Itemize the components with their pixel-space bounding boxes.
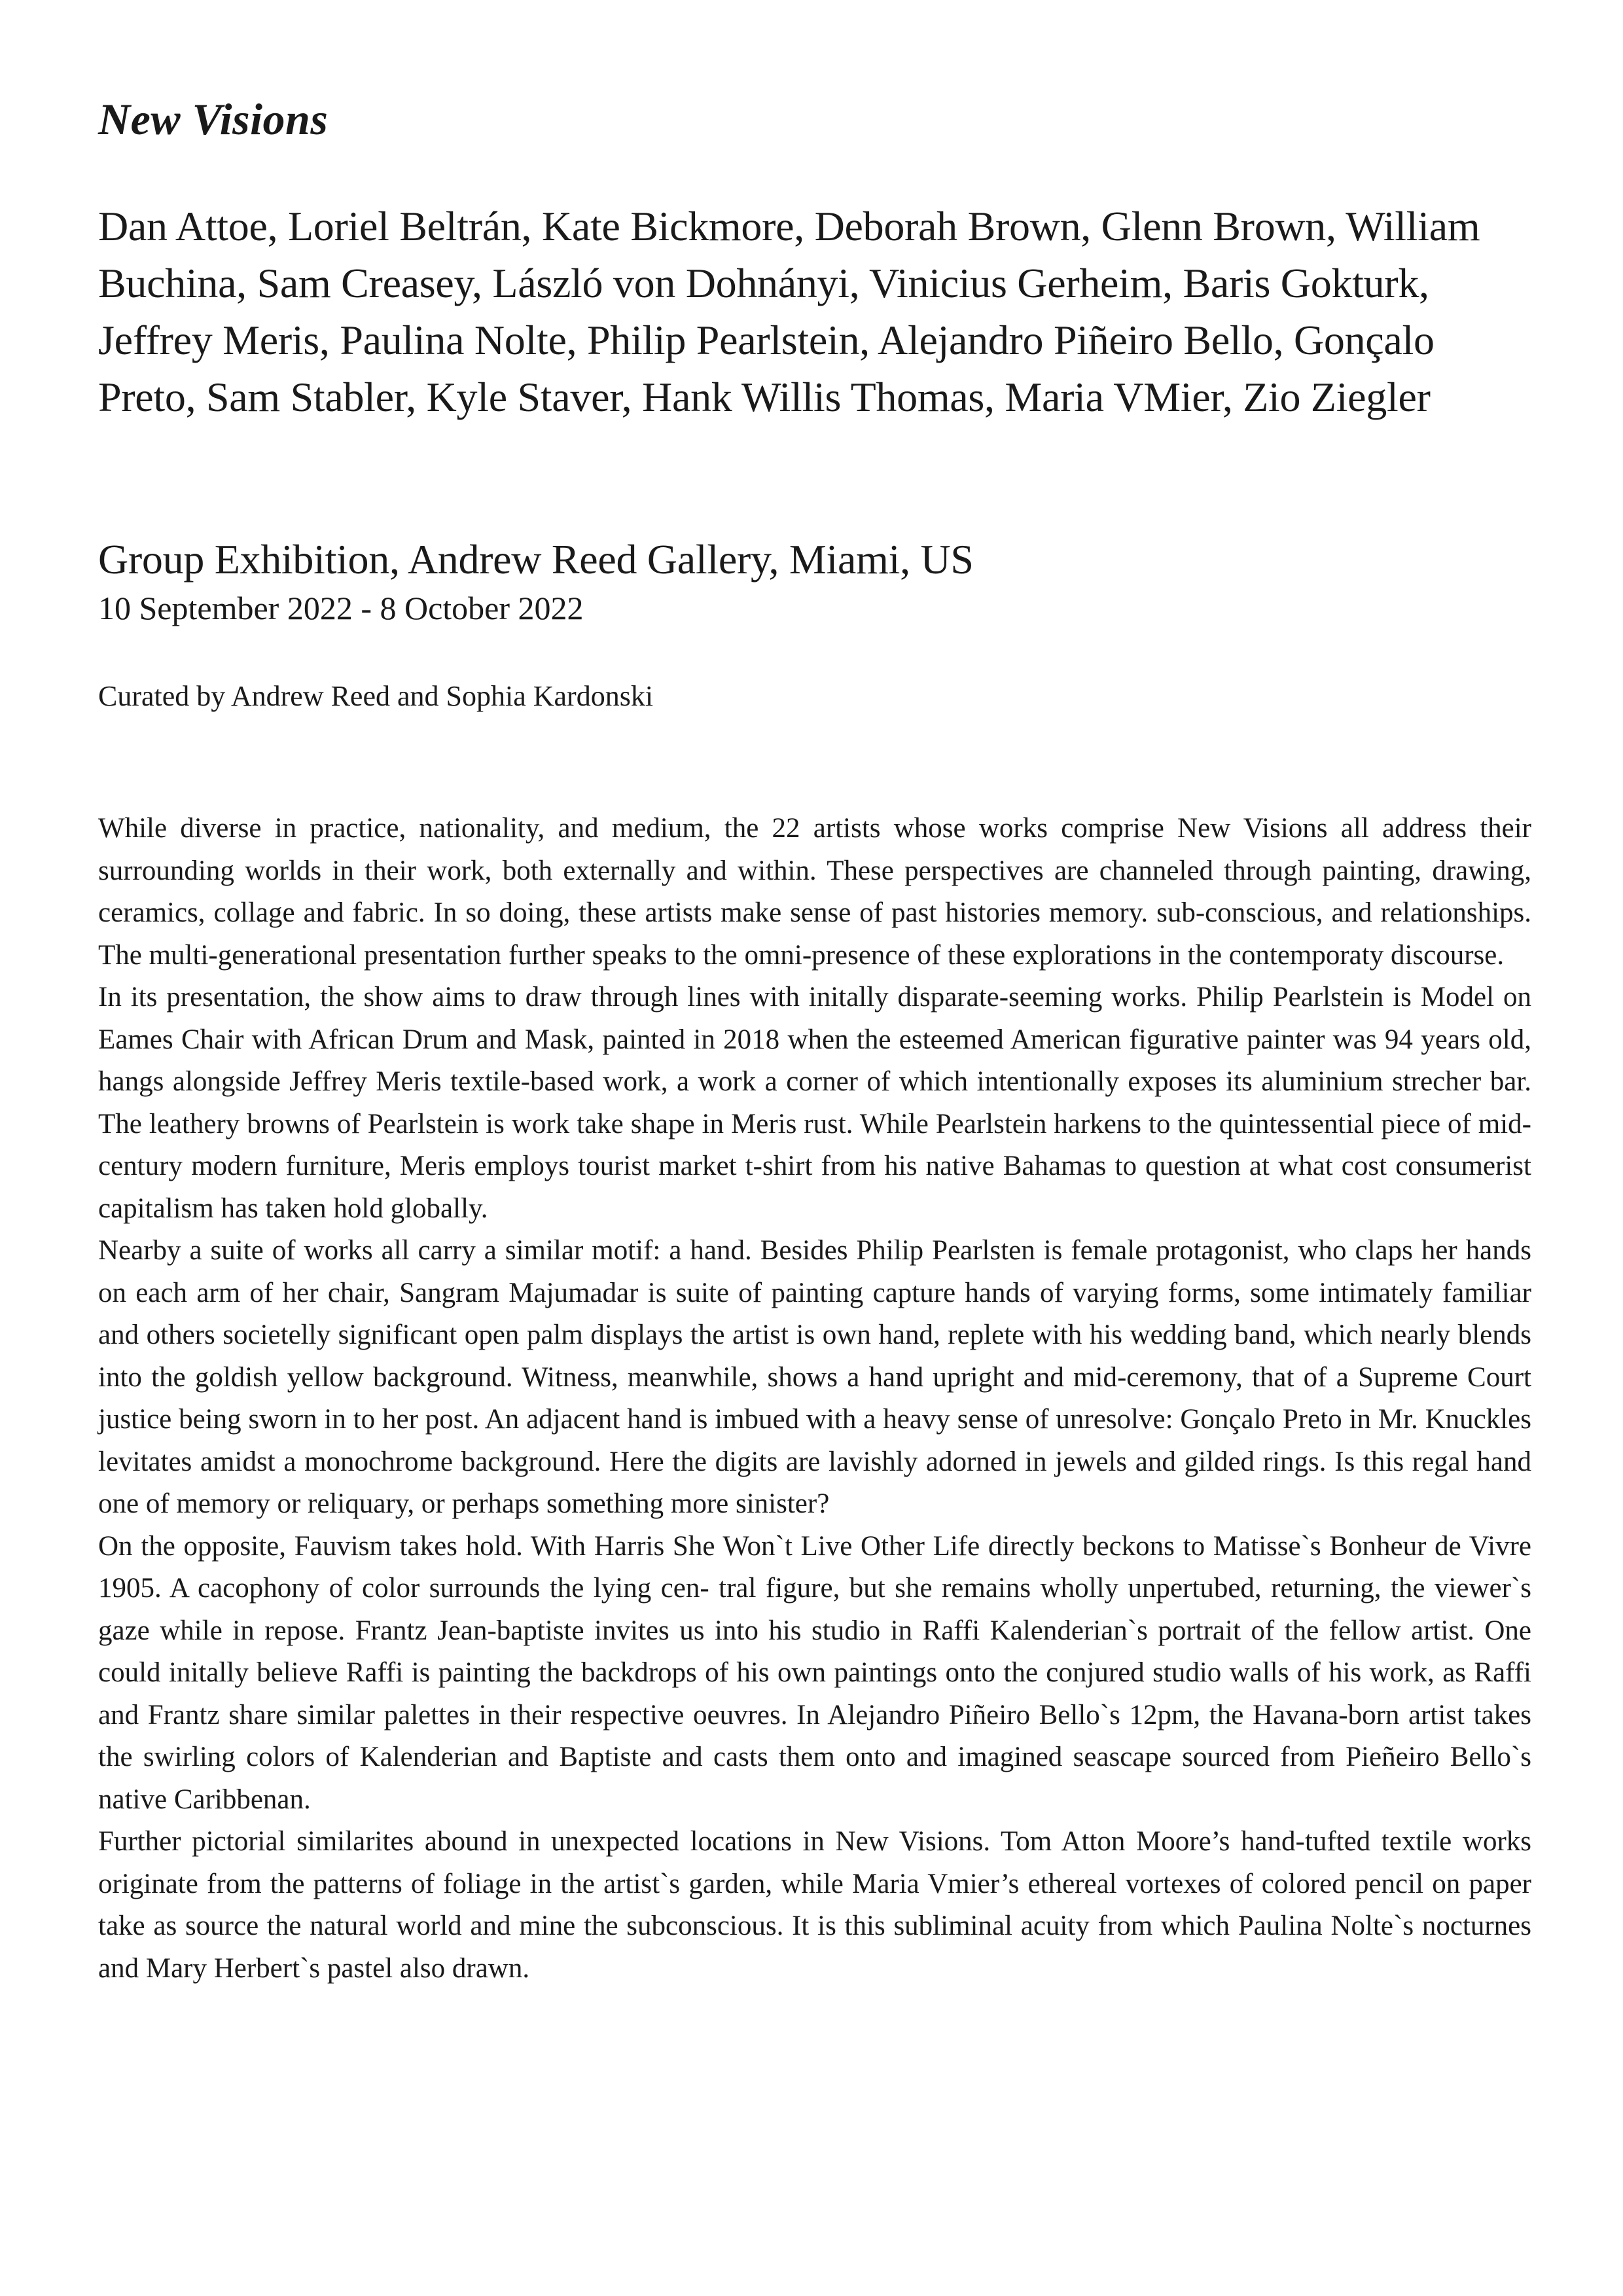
- artist-list: Dan Attoe, Loriel Beltrán, Kate Bickmore, Deborah Brown, Glenn Brown, William Buchina, Sam Creasey, László von Dohnányi, Vinicius Gerheim, Baris Gokturk, Jeffrey Meris, Paulina Nolte, Philip Pearlstein, Alejandro Piñeiro Bello, Gonçalo Preto, Sam Stabler, Kyle Staver, Hank Willis Thomas, Maria VMier, Zio Ziegler: [98, 203, 1480, 420]
- curator-credit: Curated by Andrew Reed and Sophia Kardonski: [98, 680, 654, 712]
- exhibition-dates: 10 September 2022 - 8 October 2022: [98, 590, 584, 626]
- exhibition-venue: Group Exhibition, Andrew Reed Gallery, Miami, US: [98, 536, 974, 583]
- essay-paragraph: On the opposite, Fauvism takes hold. With Harris She Won`t Live Other Life directly beckons to Matisse`s Bonheur de Vivre 1905. A cacophony of color surrounds the lying cen- tral figure, but she remains wholly unpertubed, returning, the viewer`s gaze while in repose. Frantz Jean-baptiste invites us into his studio in Raffi Kalenderian`s portrait of the fellow artist. One could initally believe Raffi is painting the backdrops of his own paintings onto the conjured studio walls of his work, as Raffi and Frantz share similar palettes in their respective oeuvres. In Alejandro Piñeiro Bello`s 12pm, the Havana-born artist takes the swirling colors of Kalenderian and Baptiste and casts them onto and imagined seascape sourced from Pieñeiro Bello`s native Caribbenan.: [98, 1530, 1531, 1815]
- exhibition-title: New Visions: [98, 94, 329, 144]
- essay-paragraph: In its presentation, the show aims to draw through lines with initally disparate-seeming works. Philip Pearlstein is Model on Eames Chair with African Drum and Mask, painted in 2018 when the esteemed American figurative painter was 94 years old, hangs alongside Jeffrey Meris textile-based work, a work a corner of which intentionally exposes its aluminium strecher bar. The leathery browns of Pearlstein is work take shape in Meris rust. While Pearlstein harkens to the quintessential piece of mid-century modern furniture, Meris employs tourist market t-shirt from his native Bahamas to question at what cost consumerist capitalism has taken hold globally.: [98, 982, 1531, 1224]
- essay-body: [98, 808, 1531, 1990]
- essay-paragraph: Further pictorial similarites abound in unexpected locations in New Visions. Tom Atton Moore’s hand-tufted textile works originate from the patterns of foliage in the artist`s garden, while Maria Vmier’s ethereal vortexes of colored pencil on paper take as source the natural world and mine the subconscious. It is this subliminal acuity from which Paulina Nolte`s nocturnes and Mary Herbert`s pastel also drawn.: [98, 1826, 1531, 1984]
- essay-paragraph: Nearby a suite of works all carry a similar motif: a hand. Besides Philip Pearlsten is female protagonist, who claps her hands on each arm of her chair, Sangram Majumadar is suite of painting capture hands of varying forms, some intimately familiar and others societelly significant open palm displays the artist is own hand, replete with his wedding band, which nearly blends into the goldish yellow background. Witness, meanwhile, shows a hand upright and mid-ceremony, that of a Supreme Court justice being sworn in to her post. An adjacent hand is imbued with a heavy sense of unresolve: Gonçalo Preto in Mr. Knuckles levitates amidst a monochrome background. Here the digits are lavishly adorned in jewels and gilded rings. Is this regal hand one of memory or reliquary, or perhaps something more sinister?: [98, 1235, 1531, 1519]
- essay-paragraph: While diverse in practice, nationality, and medium, the 22 artists whose works comprise New Visions all address their surrounding worlds in their work, both externally and within. These perspectives are channeled through painting, drawing, ceramics, collage and fabric. In so doing, these artists make sense of past histories memory. sub-conscious, and relationships. The multi-generational presentation further speaks to the omni-presence of these explorations in the contemporaty discourse.: [98, 813, 1531, 971]
